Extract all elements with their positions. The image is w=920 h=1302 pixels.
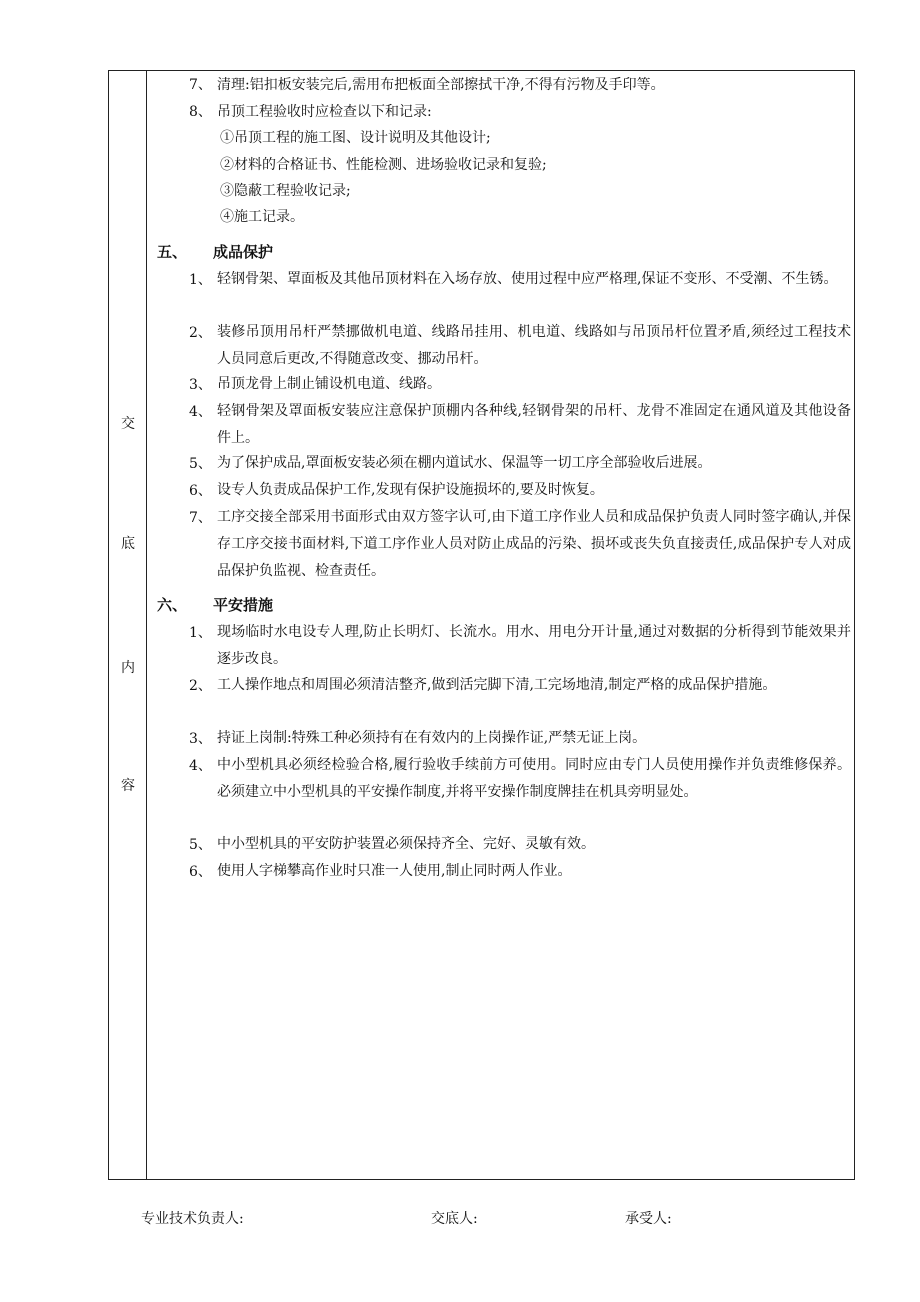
item-text: 工人操作地点和周围必须清洁整齐,做到活完脚下清,工完场地清,制定严格的成品保护措施。	[217, 677, 777, 693]
item-text: 为了保护成品,罩面板安装必须在棚内道试水、保温等一切工序全部验收后进展。	[217, 455, 712, 471]
item-number: 4、	[189, 404, 212, 420]
section-heading	[157, 594, 273, 616]
item-number: 2、	[189, 678, 212, 694]
side-label-char: 容	[121, 778, 135, 794]
item-number: 7、	[189, 510, 212, 526]
item-number: 3、	[189, 377, 212, 393]
side-label-column	[109, 71, 147, 1179]
item-text: 吊顶龙骨上制止铺设机电道、线路。	[217, 376, 441, 392]
section-title: 平安措施	[213, 596, 274, 614]
sub-item: ②材料的合格证书、性能检测、进场验收记录和复验;	[220, 157, 547, 173]
side-label-char: 交	[121, 416, 135, 432]
item-text: 持证上岗制:特殊工种必须持有在有效内的上岗操作证,严禁无证上岗。	[217, 730, 647, 746]
item-number: 5、	[189, 837, 212, 853]
item-text: 中小型机具必须经检验合格,履行验收手续前方可使用。同时应由专门人员使用操作并负责维修保养。必须建立中小型机具的平安操作制度,并将平安操作制度牌挂在机具旁明显处。	[217, 757, 851, 800]
item-number: 8、	[189, 104, 212, 120]
item-number: 4、	[189, 758, 212, 774]
section-heading	[157, 241, 273, 263]
item-text: 工序交接全部采用书面形式由双方签字认可,由下道工序作业人员和成品保护负责人同时签字确认,并保存工序交接书面材料,下道工序作业人员对防止成品的污染、损坏或丧失负直接责任,成品保护专人对成品保护负监视、检查责任。	[217, 509, 851, 579]
item-number: 3、	[189, 731, 212, 747]
section-number: 六、	[157, 596, 188, 614]
item-number: 7、	[189, 77, 212, 93]
presenter-signature-label: 交底人:	[431, 1211, 478, 1227]
item-text: 使用人字梯攀高作业时只准一人使用,制止同时两人作业。	[217, 863, 572, 879]
item-number: 2、	[189, 325, 212, 341]
section-number: 五、	[157, 243, 188, 261]
item-text: 中小型机具的平安防护装置必须保持齐全、完好、灵敏有效。	[217, 836, 595, 852]
side-label-char: 底	[121, 536, 135, 552]
tech-lead-signature-label: 专业技术负责人:	[141, 1211, 244, 1227]
sub-item: ④施工记录。	[220, 209, 304, 225]
item-number: 6、	[189, 483, 212, 499]
item-text: 设专人负责成品保护工作,发现有保护设施损坏的,要及时恢复。	[217, 482, 604, 498]
item-number: 1、	[189, 272, 212, 288]
side-label-char: 内	[121, 660, 135, 676]
sub-item: ①吊顶工程的施工图、设计说明及其他设计;	[220, 130, 491, 146]
item-text: 装修吊顶用吊杆严禁挪做机电道、线路吊挂用、机电道、线路如与吊顶吊杆位置矛盾,须经过工程技术人员同意后更改,不得随意改变、挪动吊杆。	[217, 324, 851, 367]
sub-item: ③隐蔽工程验收记录;	[220, 183, 351, 199]
section-title: 成品保护	[213, 243, 274, 261]
content-cell	[147, 71, 854, 1179]
disclosure-table	[108, 70, 855, 1180]
receiver-signature-label: 承受人:	[625, 1211, 672, 1227]
item-number: 1、	[189, 625, 212, 641]
item-text: 轻钢骨架、罩面板及其他吊顶材料在入场存放、使用过程中应严格理,保证不变形、不受潮、不生锈。	[217, 271, 838, 287]
item-text: 吊顶工程验收时应检查以下和记录:	[217, 104, 432, 120]
item-text: 清理:铝扣板安装完后,需用布把板面全部擦拭干净,不得有污物及手印等。	[217, 77, 665, 93]
item-text: 轻钢骨架及罩面板安装应注意保护顶棚内各种线,轻钢骨架的吊杆、龙骨不准固定在通风道及其他设备件上。	[217, 403, 851, 446]
item-number: 6、	[189, 864, 212, 880]
item-number: 5、	[189, 456, 212, 472]
item-text: 现场临时水电设专人理,防止长明灯、长流水。用水、用电分开计量,通过对数据的分析得到节能效果并逐步改良。	[217, 624, 851, 667]
